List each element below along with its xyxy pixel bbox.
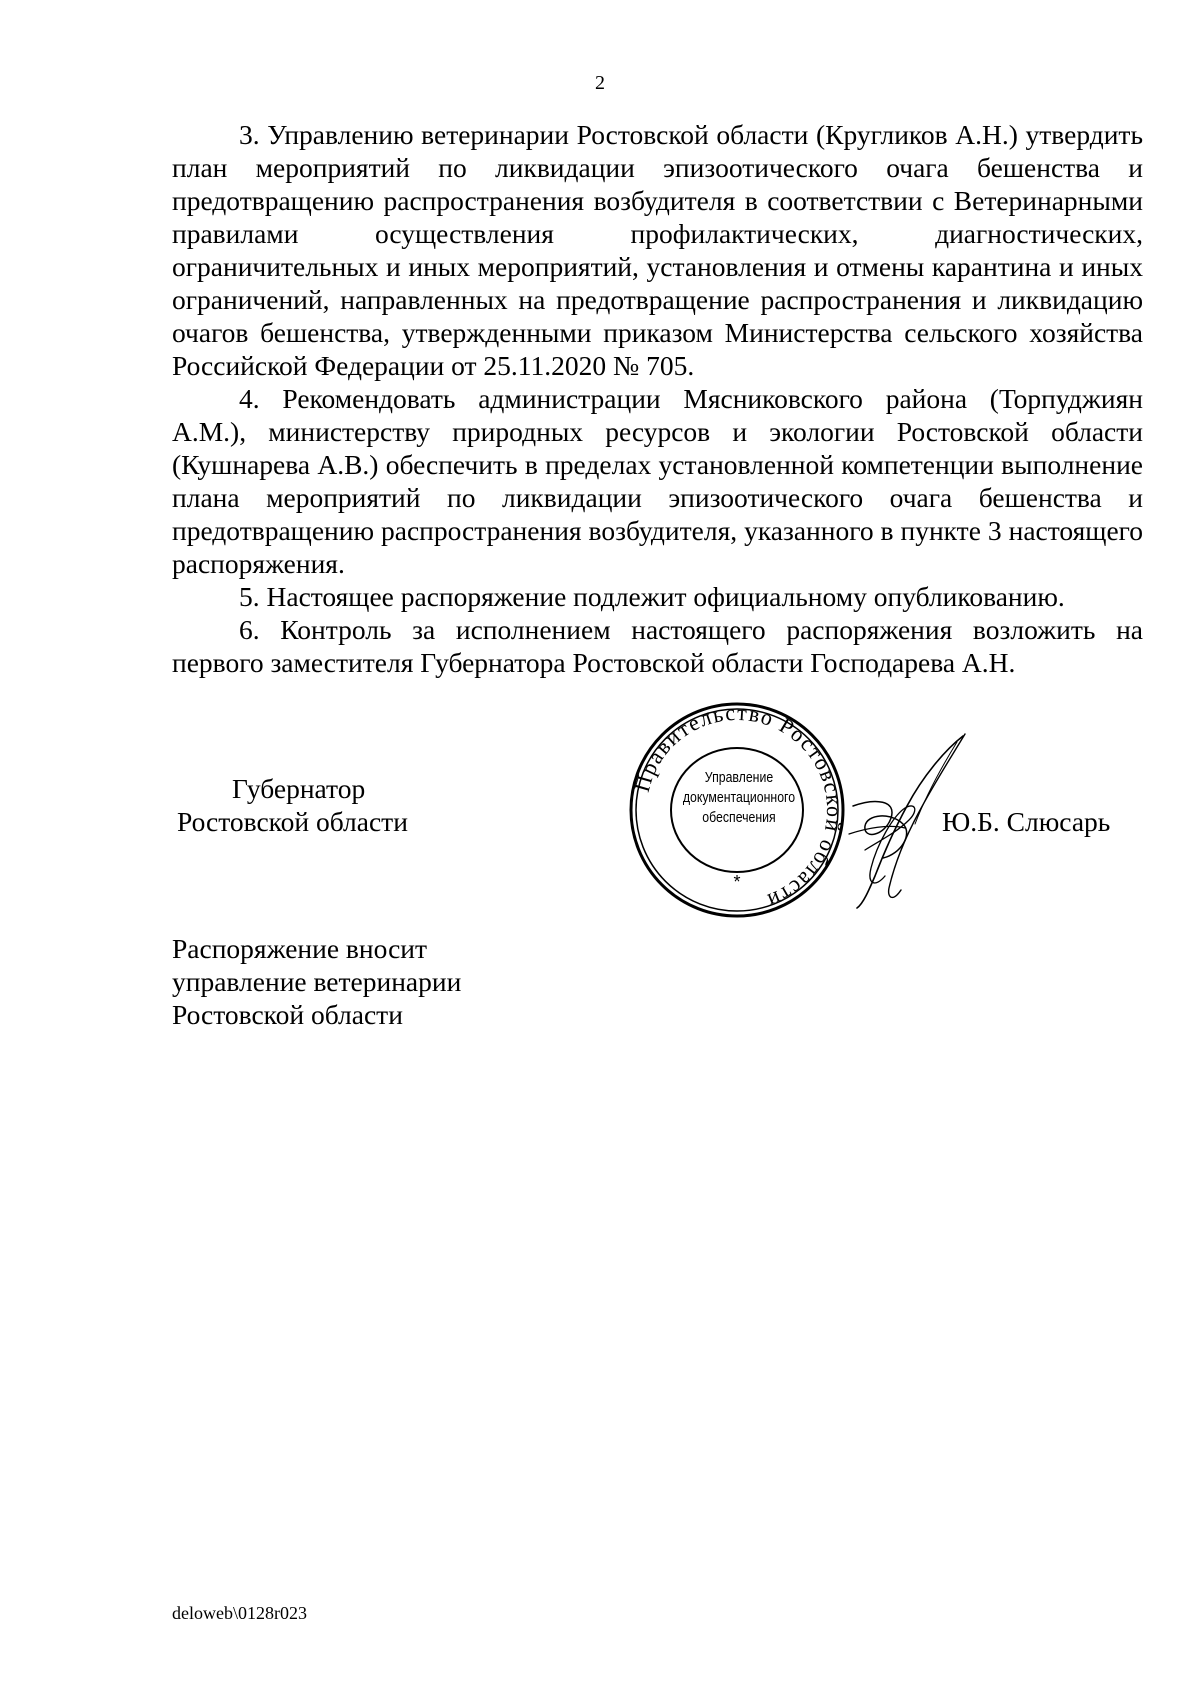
paragraph-5: 5. Настоящее распоряжение подлежит официальному опубликованию. — [239, 581, 1065, 612]
submitter-line1: Распоряжение вносит — [172, 933, 428, 964]
governor-region: Ростовской области — [177, 806, 408, 837]
svg-text:Правительство Ростовской облас — [629, 700, 847, 914]
handwritten-signature-icon — [845, 728, 975, 913]
paragraph-6: 6. Контроль за исполнением настоящего распоряжения возложить на первого заместителя Губернатора Ростовской области Господарева А.Н. — [172, 614, 1143, 678]
seal-inner-line2: документационного — [682, 789, 796, 806]
seal-star: * — [733, 872, 741, 892]
seal-inner-line1: Управление — [704, 769, 774, 786]
document-code: deloweb\0128r023 — [172, 1603, 307, 1623]
signer-name: Ю.Б. Слюсарь — [942, 806, 1111, 837]
paragraph-3: 3. Управлению ветеринарии Ростовской области (Кругликов А.Н.) утвердить план мероприятий по ликвидации эпизоотического очага бешенства и предотвращению распространения возбудителя в соответствии с Ветеринарными правилами осуществления профилактических, диагностических, ограничительных и иных мероприятий, установления и отмены карантина и иных ограничений, направленных на предотвращение распространения и ликвидацию очагов бешенства, утвержденными приказом Министерства сельского хозяйства Российской Федерации от 25.11.2020 № 705. — [172, 119, 1143, 381]
seal-inner-line3: обеспечения — [702, 809, 776, 826]
document-body — [172, 118, 1143, 679]
submitter-line2: управление ветеринарии — [172, 966, 462, 997]
governor-title: Губернатор — [232, 773, 366, 804]
seal-outer-text: Правительство Ростовской области — [628, 700, 847, 915]
seal-inner-text — [678, 768, 801, 828]
submitter-note — [172, 932, 461, 1031]
paragraph-4: 4. Рекомендовать администрации Мясниковского района (Торпуджиян А.М.), министерству природных ресурсов и экологии Ростовской области (Кушнарева А.В.) обеспечить в пределах установленной компетенции выполнение плана мероприятий по ликвидации эпизоотического очага бешенства и предотвращению распространения возбудителя, указанного в пункте 3 настоящего распоряжения. — [172, 383, 1143, 579]
page-number: 2 — [595, 72, 605, 94]
official-seal-icon — [627, 700, 847, 920]
submitter-line3: Ростовской области — [172, 999, 403, 1030]
